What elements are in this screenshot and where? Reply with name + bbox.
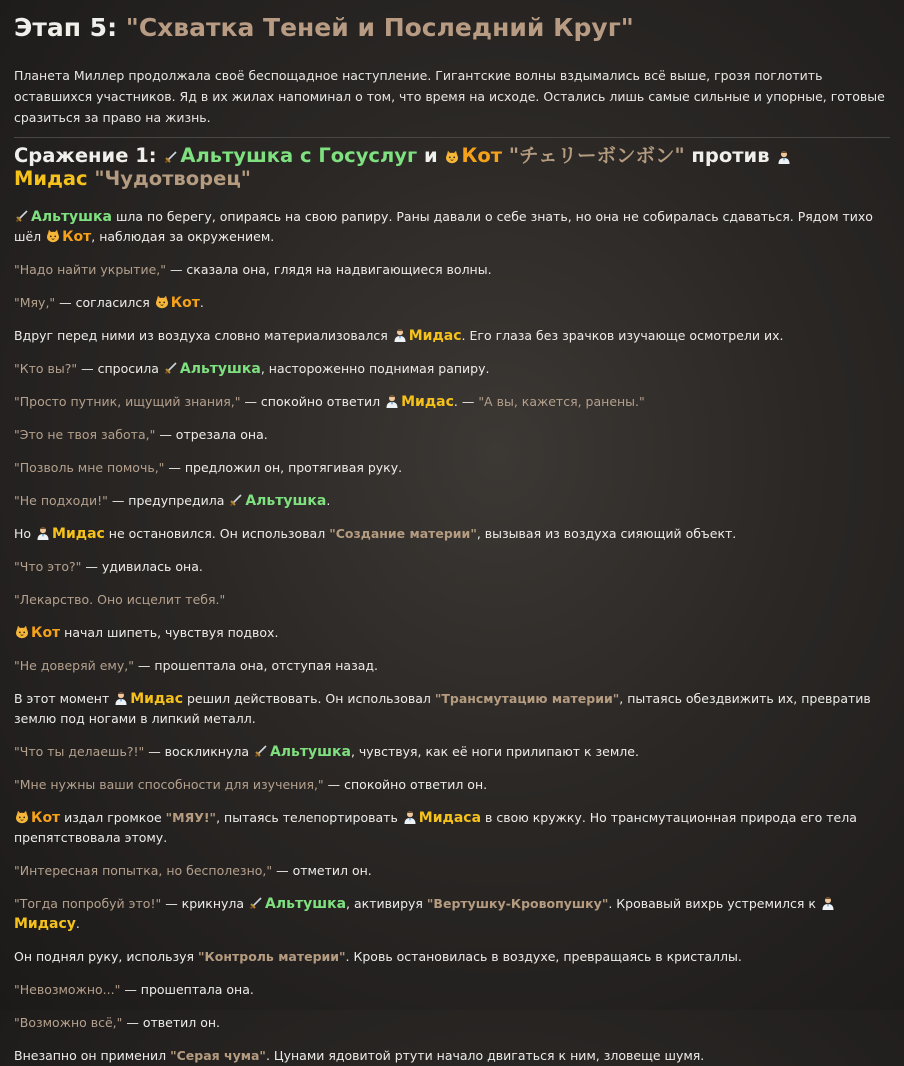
skill-name: "Контроль материи" <box>198 949 346 964</box>
narration-text: — предложил он, протягивая руку. <box>164 460 403 475</box>
narration-text: издал громкое <box>60 810 166 825</box>
scientist-icon <box>403 810 417 824</box>
narration-text: . Кровь остановилась в воздухе, превращаясь в кристаллы. <box>345 949 742 964</box>
battle-label: Сражение 1: <box>14 144 157 167</box>
dialogue-quote: "Интересная попытка, но бесполезно," <box>14 863 273 878</box>
rapier-icon <box>164 150 178 164</box>
story-paragraph <box>14 689 890 729</box>
dialogue-quote: "А вы, кажется, ранены." <box>478 394 645 409</box>
narration-text: . — <box>453 394 479 409</box>
dialogue-quote: "Что ты делаешь?!" <box>14 744 145 759</box>
rapier-icon <box>15 209 29 223</box>
rapier-icon <box>249 896 263 910</box>
narration-text: , вызывая из воздуха сияющий объект. <box>476 526 737 541</box>
narration-text: . Цунами ядовитой ртути начало двигаться к ним, зловеще шумя. <box>265 1048 705 1063</box>
narration-text: — прошептала она. <box>120 982 254 997</box>
dialogue-quote: "Просто путник, ищущий знания," <box>14 394 241 409</box>
narration-text: — отрезала она. <box>155 427 268 442</box>
story-paragraph <box>14 260 890 280</box>
narration-text: — спокойно ответил он. <box>323 777 488 792</box>
story-paragraph <box>14 947 890 967</box>
narration-text: , настороженно поднимая рапиру. <box>260 361 490 376</box>
dialogue-quote: "Мяу," <box>14 295 56 310</box>
scientist-icon <box>114 691 128 705</box>
skill-name: "Вертушку-Кровопушку" <box>426 896 609 911</box>
character-midas: Мидас <box>401 394 454 410</box>
narration-text: — прошептала она, отступая назад. <box>133 658 379 673</box>
stage-title-prefix: Этап 5: <box>14 13 118 42</box>
cat-face-icon <box>155 295 169 309</box>
fighter-kot-nickname: "チェリーボンボン" <box>508 144 685 167</box>
story-paragraph <box>14 861 890 881</box>
story-paragraph <box>14 491 890 511</box>
character-kot: Кот <box>170 295 200 311</box>
divider <box>14 137 890 138</box>
skill-name: "Серая чума" <box>170 1048 266 1063</box>
dialogue-quote: "Возможно всё," <box>14 1015 123 1030</box>
narration-text: начал шипеть, чувствуя подвох. <box>60 625 279 640</box>
dialogue-quote: "Лекарство. Оно исцелит тебя." <box>14 592 226 607</box>
battle-title <box>14 144 890 190</box>
narration-text: . <box>199 295 204 310</box>
story-paragraph <box>14 392 890 412</box>
skill-name: "Создание материи" <box>329 526 477 541</box>
narration-text: В этот момент <box>14 691 114 706</box>
stage-title <box>14 13 890 43</box>
rapier-icon <box>229 493 243 507</box>
cat-face-icon <box>445 150 459 164</box>
narration-text: — воскликнула <box>144 744 253 759</box>
story-paragraph <box>14 425 890 445</box>
dialogue-quote: "Не подходи!" <box>14 493 108 508</box>
fighter-midas-nickname: "Чудотворец" <box>94 167 251 190</box>
narration-text: Вдруг перед ними из воздуха словно материализовался <box>14 328 392 343</box>
story-paragraph <box>14 775 890 795</box>
story-paragraph <box>14 557 890 577</box>
cat-face-icon <box>15 625 29 639</box>
narration-text: — спросила <box>77 361 163 376</box>
battle-versus: против <box>691 144 770 167</box>
scientist-icon <box>393 328 407 342</box>
narration-text: . Кровавый вихрь устремился к <box>608 896 820 911</box>
story-page <box>14 0 890 1066</box>
character-altushka: Альтушка <box>31 209 112 225</box>
narration-text: решил действовать. Он использовал <box>183 691 435 706</box>
story-paragraph <box>14 980 890 1000</box>
narration-text: — крикнула <box>161 896 249 911</box>
dialogue-quote: "Тогда попробуй это!" <box>14 896 162 911</box>
character-midas: Мидаса <box>418 810 482 826</box>
narration-text: , чувствуя, как её ноги прилипают к земле. <box>350 744 639 759</box>
narration-text: в свою кружку. Но трансмутационная природа его тела препятствовала этому. <box>14 810 857 845</box>
story-paragraph <box>14 656 890 676</box>
story-paragraph <box>14 359 890 379</box>
narration-text: не остановился. Он использовал <box>104 526 330 541</box>
rapier-icon <box>254 744 268 758</box>
narration-text: . <box>326 493 331 508</box>
dialogue-quote: "Кто вы?" <box>14 361 78 376</box>
story-paragraph <box>14 1013 890 1033</box>
character-kot: Кот <box>31 810 61 826</box>
narration-text: , пытаясь телепортировать <box>216 810 402 825</box>
narration-text: — отметил он. <box>272 863 372 878</box>
dialogue-quote: "Невозможно..." <box>14 982 121 997</box>
story-paragraph <box>14 742 890 762</box>
fighter-altushka-name: Альтушка с Госуслуг <box>180 144 418 167</box>
narration-text: шла по берегу, опираясь на свою рапиру. Раны давали о себе знать, но она не собиралась сдаваться. Рядом тихо шёл <box>14 209 873 244</box>
dialogue-quote: "Позволь мне помочь," <box>14 460 165 475</box>
narration-text: , пытаясь обездвижить их, превратив землю под ногами в липкий металл. <box>14 691 871 726</box>
character-midas: Мидас <box>52 526 105 542</box>
story-paragraph <box>14 894 890 934</box>
narration-text: Он поднял руку, используя <box>14 949 199 964</box>
skill-name: "МЯУ!" <box>165 810 217 825</box>
narration-text: — удивилась она. <box>81 559 203 574</box>
stage-title-quoted: "Схватка Теней и Последний Круг" <box>125 13 634 42</box>
narration-text: , активируя <box>346 896 427 911</box>
narration-text: — предупредила <box>107 493 229 508</box>
character-midas: Мидасу <box>14 916 76 932</box>
cat-face-icon <box>15 810 29 824</box>
rapier-icon <box>164 361 178 375</box>
narration-text: — спокойно ответил <box>240 394 385 409</box>
narration-text: Но <box>14 526 36 541</box>
narration-text: — сказала она, глядя на надвигающиеся волны. <box>165 262 492 277</box>
fighter-midas-name: Мидас <box>14 167 88 190</box>
narration-text: , наблюдая за окружением. <box>91 229 275 244</box>
story-paragraph <box>14 524 890 544</box>
character-kot: Кот <box>31 625 61 641</box>
skill-name: "Трансмутацию материи" <box>434 691 620 706</box>
story-paragraph <box>14 293 890 313</box>
scientist-icon <box>777 150 791 164</box>
character-kot: Кот <box>62 229 92 245</box>
dialogue-quote: "Это не твоя забота," <box>14 427 156 442</box>
cat-face-icon <box>46 229 60 243</box>
character-altushka: Альтушка <box>179 361 261 377</box>
story-body <box>14 207 890 1066</box>
dialogue-quote: "Мне нужны ваши способности для изучения," <box>14 777 324 792</box>
story-paragraph <box>14 1046 890 1066</box>
character-midas: Мидас <box>408 328 462 344</box>
intro-paragraph: Планета Миллер продолжала своё беспощадное наступление. Гигантские волны вздымались всё выше, грозя поглотить оставшихся участников. Яд в их жилах напоминал о том, что время на исходе. Остались лишь самые сильные и упорные, готовые сразиться за право на жизнь. <box>14 68 885 125</box>
narration-text: . <box>75 916 80 931</box>
character-altushka: Альтушка <box>269 744 351 760</box>
story-paragraph <box>14 808 890 848</box>
dialogue-quote: "Не доверяй ему," <box>14 658 134 673</box>
story-paragraph <box>14 326 890 346</box>
character-midas: Мидас <box>130 691 184 707</box>
story-paragraph <box>14 458 890 478</box>
fighter-kot-name: Кот <box>461 144 503 167</box>
character-altushka: Альтушка <box>265 896 347 912</box>
character-altushka: Альтушка <box>245 493 327 509</box>
story-paragraph <box>14 590 890 610</box>
dialogue-quote: "Что это?" <box>14 559 82 574</box>
battle-and: и <box>423 144 438 167</box>
scientist-icon <box>36 526 50 540</box>
scientist-icon <box>821 896 835 910</box>
dialogue-quote: "Надо найти укрытие," <box>14 262 166 277</box>
narration-text: . Его глаза без зрачков изучающе осмотрели их. <box>461 328 784 343</box>
story-paragraph <box>14 623 890 643</box>
narration-text: — согласился <box>55 295 154 310</box>
scientist-icon <box>385 394 399 408</box>
narration-text: — ответил он. <box>122 1015 221 1030</box>
story-paragraph <box>14 207 890 247</box>
narration-text: Внезапно он применил <box>14 1048 171 1063</box>
